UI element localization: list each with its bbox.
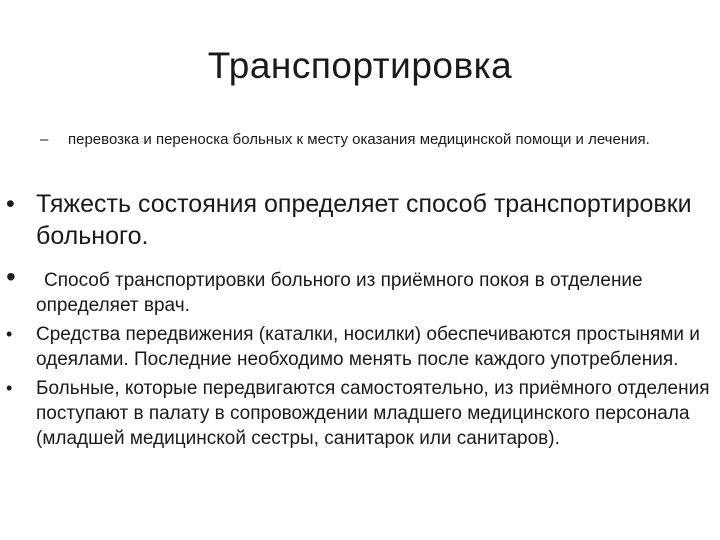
bullet-marker: • bbox=[6, 324, 13, 344]
subtitle-dash: – bbox=[40, 131, 49, 148]
bullet-text: Тяжесть состояния определяет способ транспортировки больного. bbox=[36, 190, 692, 250]
bullet-item bbox=[6, 376, 712, 451]
bullet-item bbox=[6, 322, 712, 372]
bullet-list bbox=[6, 188, 712, 455]
bullet-text: Способ транспортировки больного из приёмного покоя в отделение определяет врач. bbox=[36, 270, 643, 316]
bullet-item bbox=[6, 188, 712, 252]
subtitle-definition bbox=[40, 128, 712, 151]
bullet-text: Средства передвижения (каталки, носилки) обеспечиваются простынями и одеялами. Последние необходимо менять после каждого употребления. bbox=[36, 324, 700, 370]
bullet-text: Больные, которые передвигаются самостоятельно, из приёмного отделения поступают в палату в сопровождении младшего медицинского персонала (младшей медицинской сестры, санитарок или санитаров). bbox=[36, 378, 710, 449]
subtitle-text: перевозка и переноска больных к месту оказания медицинской помощи и лечения. bbox=[68, 131, 650, 148]
bullet-item bbox=[6, 261, 712, 318]
bullet-marker: • bbox=[6, 190, 15, 218]
bullet-marker: • bbox=[6, 378, 13, 398]
bullet-marker: • bbox=[6, 261, 16, 292]
slide-title: Транспортировка bbox=[207, 45, 513, 86]
